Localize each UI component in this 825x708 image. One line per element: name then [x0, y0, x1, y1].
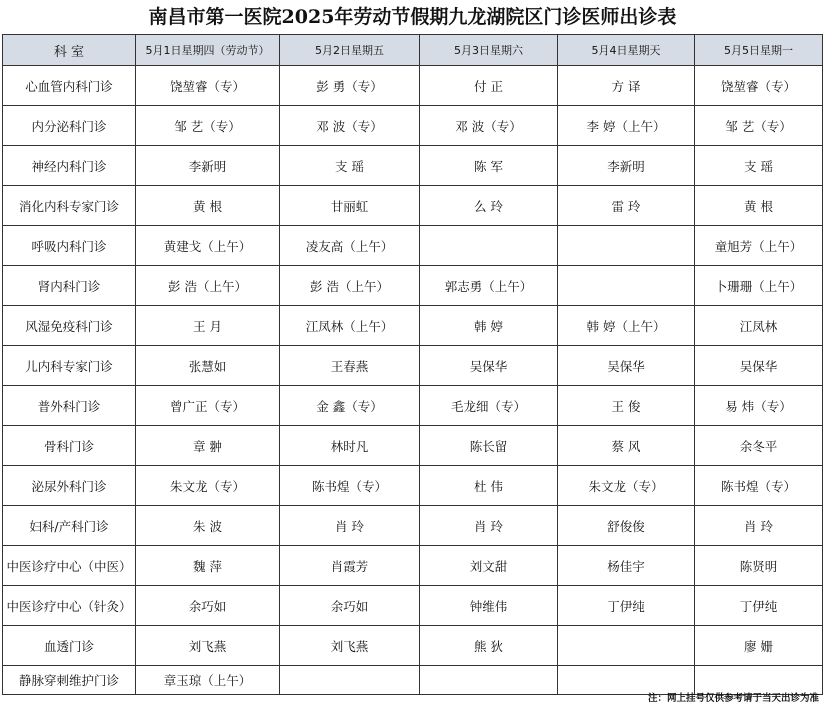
header-row — [3, 35, 823, 66]
doctor-cell: 陈书煌（专） — [280, 466, 420, 506]
doctor-cell: 肖 玲 — [280, 506, 420, 546]
doctor-cell: 付 正 — [420, 66, 558, 106]
department-cell: 血透门诊 — [3, 626, 136, 666]
doctor-cell: 陈 军 — [420, 146, 558, 186]
table-row — [3, 626, 823, 666]
doctor-cell: 陈书煌（专） — [695, 466, 823, 506]
doctor-cell: 朱 波 — [136, 506, 280, 546]
doctor-cell: 余巧如 — [280, 586, 420, 626]
doctor-cell — [558, 266, 695, 306]
doctor-cell: 彭 勇（专） — [280, 66, 420, 106]
doctor-cell: 王春燕 — [280, 346, 420, 386]
doctor-cell: 卜珊珊（上午） — [695, 266, 823, 306]
doctor-cell: 黄 根 — [136, 186, 280, 226]
doctor-cell: 肖 玲 — [695, 506, 823, 546]
doctor-cell: 李 婷（上午） — [558, 106, 695, 146]
doctor-cell: 彭 浩（上午） — [136, 266, 280, 306]
doctor-cell: 杜 伟 — [420, 466, 558, 506]
doctor-cell: 朱文龙（专） — [558, 466, 695, 506]
table-row — [3, 586, 823, 626]
doctor-cell: 丁伊纯 — [558, 586, 695, 626]
table-row — [3, 266, 823, 306]
doctor-cell: 丁伊纯 — [695, 586, 823, 626]
doctor-cell: 彭 浩（上午） — [280, 266, 420, 306]
doctor-cell: 刘飞燕 — [280, 626, 420, 666]
table-row — [3, 386, 823, 426]
doctor-cell: 熊 狄 — [420, 626, 558, 666]
doctor-cell: 李新明 — [558, 146, 695, 186]
table-row — [3, 466, 823, 506]
header-day: 5月4日星期天 — [558, 35, 695, 66]
header-day: 5月1日星期四（劳动节） — [136, 35, 280, 66]
table-row — [3, 146, 823, 186]
doctor-cell: 刘飞燕 — [136, 626, 280, 666]
table-row — [3, 106, 823, 146]
doctor-cell: 魏 萍 — [136, 546, 280, 586]
doctor-cell: 毛龙细（专） — [420, 386, 558, 426]
table-row — [3, 306, 823, 346]
doctor-cell: 雷 玲 — [558, 186, 695, 226]
department-cell: 中医诊疗中心（中医） — [3, 546, 136, 586]
header-day: 5月5日星期一 — [695, 35, 823, 66]
table-row — [3, 346, 823, 386]
doctor-cell — [558, 666, 695, 695]
doctor-cell: 朱文龙（专） — [136, 466, 280, 506]
doctor-cell — [695, 666, 823, 695]
table-row — [3, 666, 823, 695]
doctor-cell: 金 鑫（专） — [280, 386, 420, 426]
doctor-cell: 林时凡 — [280, 426, 420, 466]
table-row — [3, 66, 823, 106]
doctor-cell: 邹 艺（专） — [695, 106, 823, 146]
doctor-cell — [420, 226, 558, 266]
doctor-cell: 肖霞芳 — [280, 546, 420, 586]
department-cell: 妇科/产科门诊 — [3, 506, 136, 546]
doctor-cell: 江凤林 — [695, 306, 823, 346]
doctor-cell: 吴保华 — [558, 346, 695, 386]
doctor-cell: 李新明 — [136, 146, 280, 186]
doctor-cell: 邓 波（专） — [420, 106, 558, 146]
schedule-title: 南昌市第一医院2025年劳动节假期九龙湖院区门诊医师出诊表 — [148, 6, 677, 28]
doctor-cell: 支 瑶 — [695, 146, 823, 186]
table-row — [3, 546, 823, 586]
doctor-cell: 余巧如 — [136, 586, 280, 626]
table-row — [3, 506, 823, 546]
table-row — [3, 226, 823, 266]
doctor-cell: 廖 姗 — [695, 626, 823, 666]
department-cell: 骨科门诊 — [3, 426, 136, 466]
doctor-cell: 饶堃睿（专） — [695, 66, 823, 106]
doctor-cell: 肖 玲 — [420, 506, 558, 546]
header-department: 科 室 — [3, 35, 136, 66]
doctor-cell: 余冬平 — [695, 426, 823, 466]
doctor-cell: 韩 婷 — [420, 306, 558, 346]
department-cell: 泌尿外科门诊 — [3, 466, 136, 506]
doctor-cell: 邓 波（专） — [280, 106, 420, 146]
doctor-cell: 王 俊 — [558, 386, 695, 426]
doctor-cell: 童旭芳（上午） — [695, 226, 823, 266]
schedule-body — [3, 66, 823, 695]
doctor-cell: 支 瑶 — [280, 146, 420, 186]
doctor-cell: 韩 婷（上午） — [558, 306, 695, 346]
doctor-cell: 黄 根 — [695, 186, 823, 226]
doctor-cell: 饶堃睿（专） — [136, 66, 280, 106]
doctor-cell: 么 玲 — [420, 186, 558, 226]
department-cell: 肾内科门诊 — [3, 266, 136, 306]
table-row — [3, 426, 823, 466]
department-cell: 消化内科专家门诊 — [3, 186, 136, 226]
doctor-cell: 易 炜（专） — [695, 386, 823, 426]
doctor-cell: 蔡 风 — [558, 426, 695, 466]
doctor-cell: 吴保华 — [420, 346, 558, 386]
doctor-cell — [558, 226, 695, 266]
department-cell: 儿内科专家门诊 — [3, 346, 136, 386]
doctor-cell — [280, 666, 420, 695]
doctor-cell: 吴保华 — [695, 346, 823, 386]
department-cell: 普外科门诊 — [3, 386, 136, 426]
doctor-cell: 甘丽虹 — [280, 186, 420, 226]
doctor-cell: 舒俊俊 — [558, 506, 695, 546]
header-day: 5月3日星期六 — [420, 35, 558, 66]
doctor-cell: 郭志勇（上午） — [420, 266, 558, 306]
doctor-cell: 方 译 — [558, 66, 695, 106]
doctor-cell: 陈长留 — [420, 426, 558, 466]
doctor-cell — [558, 626, 695, 666]
doctor-cell: 邹 艺（专） — [136, 106, 280, 146]
department-cell: 内分泌科门诊 — [3, 106, 136, 146]
department-cell: 心血管内科门诊 — [3, 66, 136, 106]
footnote: 注：网上挂号仅供参考请于当天出诊为准 — [647, 693, 819, 704]
doctor-cell: 刘文甜 — [420, 546, 558, 586]
clinic-schedule-table — [2, 34, 823, 695]
table-row — [3, 186, 823, 226]
doctor-cell: 杨佳宇 — [558, 546, 695, 586]
doctor-cell: 陈贤明 — [695, 546, 823, 586]
doctor-cell: 章 翀 — [136, 426, 280, 466]
department-cell: 神经内科门诊 — [3, 146, 136, 186]
doctor-cell: 钟维伟 — [420, 586, 558, 626]
doctor-cell: 凌友高（上午） — [280, 226, 420, 266]
doctor-cell: 章玉琼（上午） — [136, 666, 280, 695]
department-cell: 风湿免疫科门诊 — [3, 306, 136, 346]
department-cell: 静脉穿刺维护门诊 — [3, 666, 136, 695]
doctor-cell: 曾广正（专） — [136, 386, 280, 426]
doctor-cell: 江凤林（上午） — [280, 306, 420, 346]
doctor-cell: 黄建戈（上午） — [136, 226, 280, 266]
doctor-cell: 张慧如 — [136, 346, 280, 386]
doctor-cell: 王 月 — [136, 306, 280, 346]
department-cell: 呼吸内科门诊 — [3, 226, 136, 266]
doctor-cell — [420, 666, 558, 695]
header-day: 5月2日星期五 — [280, 35, 420, 66]
department-cell: 中医诊疗中心（针灸） — [3, 586, 136, 626]
